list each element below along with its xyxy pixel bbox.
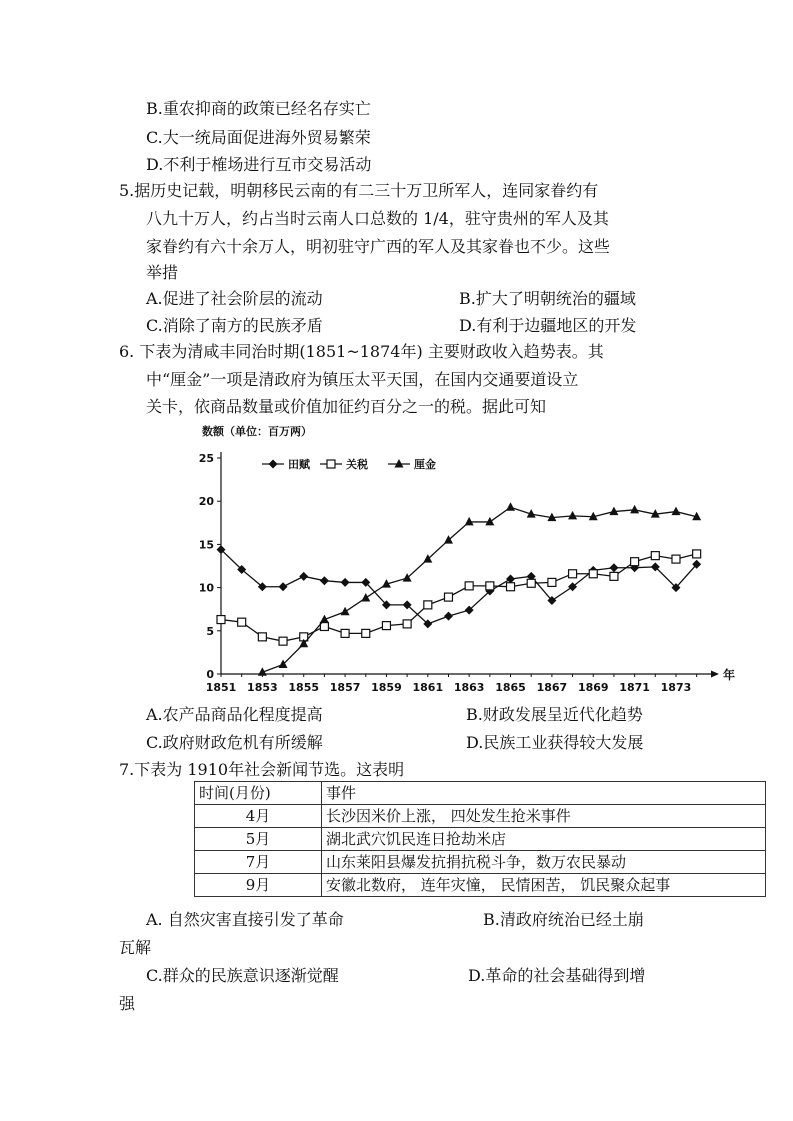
data-point-square (238, 618, 246, 626)
x-tick-label: 1861 (412, 681, 444, 694)
x-tick-label: 1867 (536, 681, 568, 694)
q6-stem-line-1: 6. 下表为清咸丰同治时期(1851~1874年) 主要财政收入趋势表。其 (119, 342, 604, 361)
table-cell-month: 9月 (195, 874, 322, 897)
q7-option-a: A. 自然灾害直接引发了革命 (146, 910, 344, 929)
data-point-square (217, 616, 225, 624)
data-point-diamond (444, 612, 453, 621)
y-tick-label: 5 (206, 624, 214, 638)
q7-option-b-wrap: 瓦解 (119, 938, 152, 957)
table-cell-event: 长沙因米价上涨， 四处发生抢米事件 (322, 805, 766, 828)
q5-option-a: A.促进了社会阶层的流动 (146, 289, 323, 308)
data-point-square (507, 583, 515, 591)
table-header-row (195, 782, 766, 805)
legend-label: 关税 (346, 458, 368, 471)
x-tick-label: 1865 (495, 681, 526, 694)
table-header-cell: 时间(月份) (195, 782, 322, 805)
data-point-square (258, 633, 266, 641)
data-point-triangle (361, 593, 370, 602)
q7-stem: 7.下表为 1910年社会新闻节选。这表明 (119, 760, 405, 779)
q5-option-b: B.扩大了明朝统治的疆域 (459, 289, 636, 308)
data-point-square (631, 558, 639, 566)
data-point-square (610, 572, 618, 580)
q7-option-d: D.革命的社会基础得到增 (468, 966, 646, 985)
table-header-cell: 事件 (322, 782, 766, 805)
legend-label: 厘金 (414, 458, 436, 471)
data-point-square (341, 629, 349, 637)
q4-option-c: C.大一统局面促进海外贸易繁荣 (146, 128, 371, 147)
data-point-square (486, 582, 494, 590)
data-point-square (589, 570, 597, 578)
table-cell-event: 安徽北数府， 连年灾憧， 民情困苦， 饥民聚众起事 (322, 874, 766, 897)
data-point-square (424, 601, 432, 609)
q5-stem-line-2: 八九十万人，约占当时云南人口总数的 1/4，驻守贵州的军人及其 (146, 209, 609, 228)
legend-marker-triangle (395, 459, 404, 468)
q6-stem-line-3: 关卡，依商品数量或价值加征约百分之一的税。据此可知 (146, 397, 547, 416)
data-point-diamond (609, 563, 618, 572)
data-point-triangle (485, 517, 494, 526)
data-point-square (382, 622, 390, 630)
data-point-square (279, 637, 287, 645)
data-point-diamond (341, 578, 350, 587)
table-row (195, 828, 766, 851)
q6-option-a: A.农产品商品化程度提高 (146, 705, 323, 724)
x-tick-label: 1857 (329, 681, 361, 694)
q5-stem-line-4: 举措 (146, 263, 179, 282)
data-point-triangle (630, 505, 639, 513)
q6-stem-line-2: 中“厘金”一项是清政府为镇压太平天国，在国内交通要道设立 (146, 370, 579, 389)
data-point-square (651, 552, 659, 560)
data-point-triangle (568, 511, 577, 520)
table-cell-event: 山东莱阳县爆发抗捐抗税斗争，数万农民暴动 (322, 851, 766, 874)
legend-marker-diamond (269, 460, 278, 469)
q4-option-b: B.重农抑商的政策已经名存实亡 (146, 99, 371, 118)
table-row (195, 874, 766, 897)
data-point-square (403, 620, 411, 628)
q6-option-c: C.政府财政危机有所缓解 (146, 733, 323, 752)
series-line-triangle (262, 507, 696, 672)
x-axis-arrow (711, 671, 719, 678)
series-line-diamond (221, 550, 697, 624)
data-point-diamond (279, 582, 288, 591)
data-point-square (362, 629, 370, 637)
q5-stem-line-1: 5.据历史记载，明朝移民云南的有二三十万卫所军人，连同家眷约有 (119, 181, 599, 200)
data-point-triangle (341, 607, 350, 616)
q7-option-d-wrap: 强 (119, 994, 136, 1013)
data-point-square (569, 570, 577, 578)
data-point-square (465, 582, 473, 590)
data-point-square (672, 555, 680, 563)
q5-option-c: C.消除了南方的民族矛盾 (146, 316, 323, 335)
table-cell-month: 7月 (195, 851, 322, 874)
data-point-triangle (444, 535, 453, 544)
x-tick-label: 1873 (660, 681, 692, 694)
q7-option-c: C.群众的民族意识逐渐觉醒 (146, 966, 339, 985)
q6-option-b: B.财政发展呈近代化趋势 (466, 705, 643, 724)
table-row (195, 851, 766, 874)
table-row (195, 805, 766, 828)
data-point-square (527, 579, 535, 587)
table-cell-month: 4月 (195, 805, 322, 828)
legend-label: 田赋 (288, 458, 310, 471)
x-tick-label: 1853 (247, 681, 278, 694)
x-tick-label: 1869 (577, 681, 609, 694)
y-axis-title: 数额（单位：百万两） (202, 425, 312, 438)
x-tick-label: 1859 (371, 681, 402, 694)
q5-stem-line-3: 家眷约有六十余万人，明初驻守广西的军人及其家眷也不少。这些 (146, 237, 611, 256)
q7-option-b: B.清政府统治已经土崩 (483, 910, 644, 929)
series-line-square (221, 554, 697, 641)
fiscal-revenue-line-chart (190, 418, 740, 698)
x-tick-label: 1871 (619, 681, 650, 694)
data-point-diamond (506, 574, 515, 583)
x-axis-title: 年 (723, 668, 736, 682)
data-point-triangle (506, 502, 515, 511)
table-cell-month: 5月 (195, 828, 322, 851)
data-point-triangle (671, 507, 680, 516)
q4-option-d: D.不利于榷场进行互市交易活动 (146, 155, 372, 174)
x-tick-label: 1851 (205, 681, 237, 694)
x-tick-label: 1863 (453, 681, 485, 694)
news-table (194, 781, 766, 897)
data-point-diamond (320, 576, 329, 585)
data-point-diamond (299, 572, 308, 581)
q5-option-d: D.有利于边疆地区的开发 (459, 316, 637, 335)
x-tick-label: 1855 (288, 681, 320, 694)
data-point-square (548, 578, 556, 586)
legend-marker-square (327, 460, 335, 468)
y-tick-label: 25 (198, 452, 214, 465)
y-tick-label: 20 (198, 495, 214, 509)
y-tick-label: 0 (206, 668, 214, 681)
q6-option-d: D.民族工业获得较大发展 (466, 733, 644, 752)
data-point-square (693, 550, 701, 558)
table-cell-event: 湖北武穴饥民连日抢劫米店 (322, 828, 766, 851)
y-tick-label: 10 (198, 581, 214, 595)
data-point-square (444, 593, 452, 601)
data-point-triangle (465, 517, 474, 526)
y-tick-label: 15 (198, 538, 214, 552)
